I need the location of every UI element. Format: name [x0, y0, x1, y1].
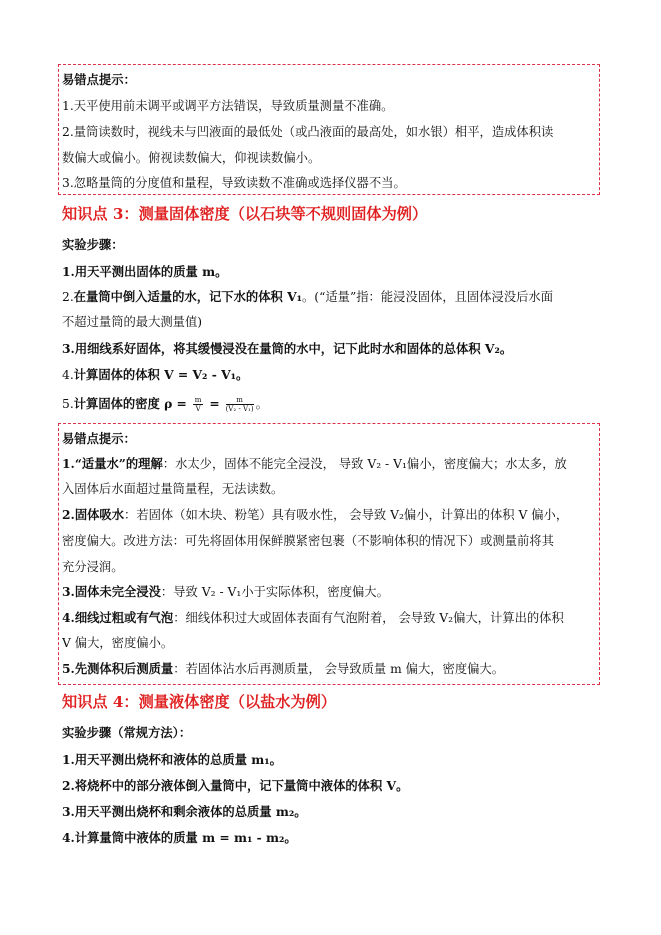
error-tips-title-2: 易错点提示： — [62, 431, 136, 446]
tip-text: ：若固体沾水后再测质量， 会导致质量 m 偏大，密度偏大。 — [173, 662, 505, 676]
tip-lead: 2.固体吸水 — [62, 507, 125, 522]
step-number: 5. — [62, 397, 74, 411]
error-tip-line: 入固体后水面超过量筒量程，无法读数。 — [62, 482, 284, 496]
step-number: 2. — [62, 290, 74, 304]
step-bold-text: 在量筒中倒入适量的水，记下水的体积 V₁ — [73, 289, 302, 304]
error-tip-line — [62, 456, 598, 472]
tip-lead: 5.先测体积后测质量 — [62, 661, 174, 676]
error-tip-line: V 偏大，密度偏小。 — [62, 636, 174, 650]
step-3-2b: 不超过量筒的最大测量值) — [62, 315, 203, 329]
error-tip-line: 充分浸润。 — [62, 560, 124, 574]
step-note-text: 。(“适量”指：能浸没固体，且固体浸没后水面 — [302, 290, 554, 304]
step-4-3: 3.用天平测出烧杯和剩余液体的总质量 m₂。 — [62, 804, 307, 819]
step-3-4 — [62, 367, 598, 383]
tip-text: ：细线体积过大或固体表面有气泡附着， 会导致 V₂偏大，计算出的体积 — [173, 611, 564, 625]
tip-text: ：导致 V₂ - V₁小于实际体积，密度偏大。 — [160, 585, 389, 599]
step-4-1: 1.用天平测出烧杯和液体的总质量 m₁。 — [62, 752, 282, 767]
steps-title-3: 实验步骤： — [62, 237, 124, 252]
tip-lead: 4.细线过粗或有气泡 — [62, 610, 174, 625]
tip-lead: 3.固体未完全浸没 — [62, 584, 161, 599]
step-4-4: 4.计算量筒中液体的质量 m = m₁ - m₂。 — [62, 830, 297, 845]
error-tips-title-1: 易错点提示： — [62, 72, 136, 87]
error-tip-line — [62, 661, 598, 677]
step-3-5 — [62, 393, 598, 415]
fraction-denominator: (V₂ - V₁) — [225, 405, 254, 413]
equals-sign: = — [209, 396, 220, 411]
step-3-3: 3.用细线系好固体，将其缓慢浸没在量筒的水中，记下此时水和固体的总体积 V₂。 — [62, 341, 513, 356]
fraction-numerator: m — [226, 396, 254, 405]
step-number: 4. — [62, 368, 74, 382]
error-tip-line — [62, 584, 598, 600]
error-tip-line: 数偏大或偏小。俯视读数偏大，仰视读数偏小。 — [62, 151, 321, 165]
section-heading-3: 知识点 3：测量固体密度（以石块等不规则固体为例） — [62, 205, 428, 223]
error-tip-line — [62, 507, 598, 523]
fraction-numerator: m — [194, 396, 202, 404]
error-tip-line: 密度偏大。改进方法：可先将固体用保鲜膜紧密包裹（不影响体积的情况下）或测量前将其 — [62, 534, 554, 548]
step-4-2: 2.将烧杯中的部分液体倒入量筒中，记下量筒中液体的体积 V。 — [62, 778, 409, 793]
error-tip-line: 2.量筒读数时，视线未与凹液面的最低处（或凸液面的最高处，如水银）相平，造成体积读 — [62, 125, 554, 139]
error-tip-line: 1.天平使用前未调平或调平方法错误，导致质量测量不准确。 — [62, 99, 394, 113]
fraction-denominator: V — [195, 405, 201, 413]
tip-text: ：若固体（如木块、粉笔）具有吸水性， 会导致 V₂偏小，计算出的体积 V 偏小， — [124, 508, 569, 522]
steps-title-4: 实验步骤（常规方法）： — [62, 725, 192, 740]
sentence-end: 。 — [255, 397, 268, 411]
error-tip-line: 3.忽略量筒的分度值和量程，导致读数不准确或选择仪器不当。 — [62, 176, 406, 190]
density-fraction-1 — [193, 396, 204, 413]
section-heading-4: 知识点 4：测量液体密度（以盐水为例） — [62, 693, 337, 711]
step-bold-text: 计算固体的密度 ρ = — [73, 396, 187, 411]
error-tip-line — [62, 610, 598, 626]
tip-text: ：水太少，固体不能完全浸没， 导致 V₂ - V₁偏小，密度偏大；水太多，放 — [162, 457, 567, 471]
density-fraction-2 — [226, 396, 254, 413]
tip-lead: 1.“适量水”的理解 — [62, 456, 163, 471]
step-bold-text: 计算固体的体积 V = V₂ - V₁。 — [73, 367, 249, 382]
step-3-1: 1.用天平测出固体的质量 m。 — [62, 264, 228, 279]
step-3-2a — [62, 289, 598, 305]
